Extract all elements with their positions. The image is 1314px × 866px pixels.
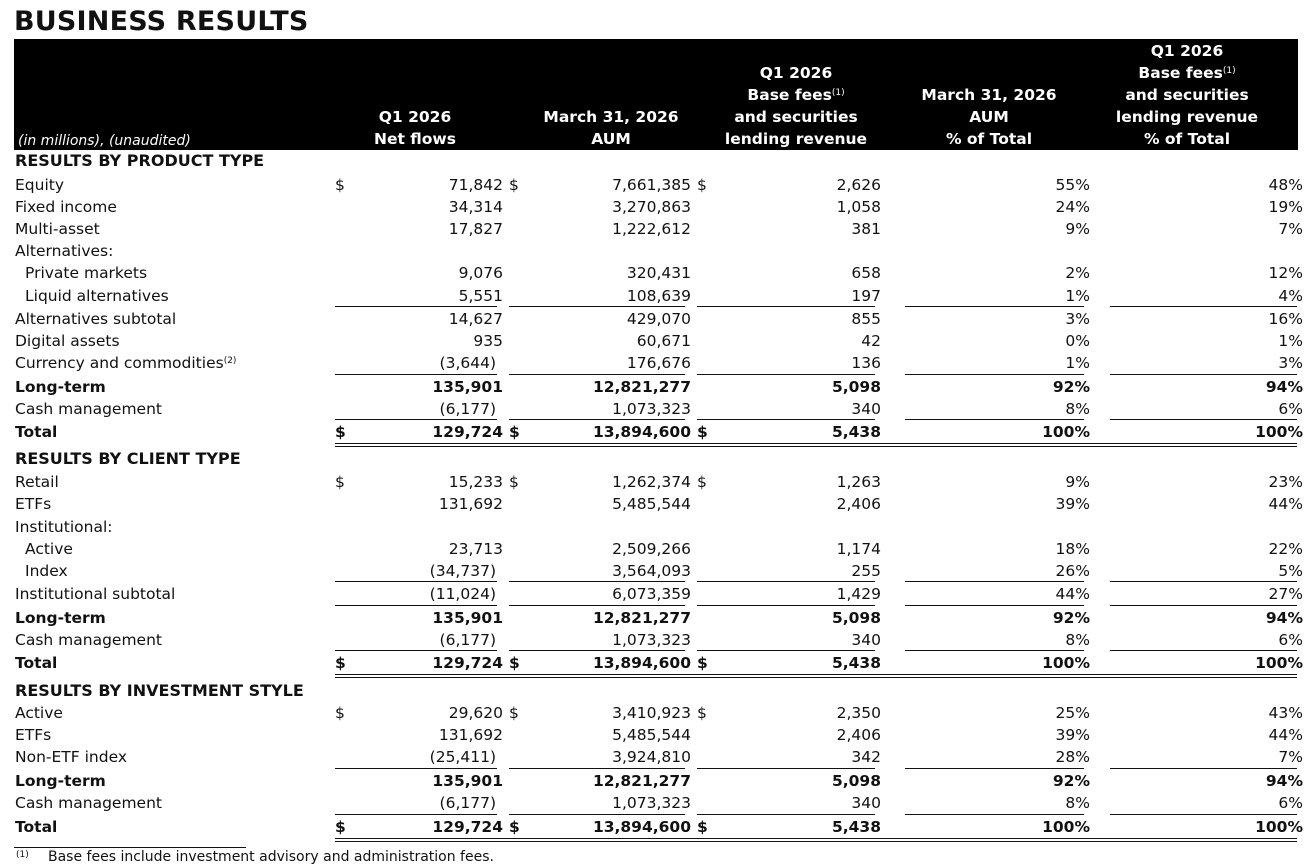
currency-symbol: $: [697, 473, 707, 491]
net-flows-cell: 129,724: [432, 654, 503, 672]
single-rule: [335, 650, 497, 651]
page-title: BUSINESS RESULTS: [14, 6, 309, 37]
table-row: [0, 583, 1314, 605]
base-fees-cell: 2,626: [836, 176, 881, 194]
aum-pct-cell: 9%: [1065, 220, 1090, 238]
fees-pct-cell: 4%: [1278, 287, 1303, 305]
base-fees-cell: 136: [851, 354, 881, 372]
net-flows-cell: 23,713: [448, 540, 503, 558]
column-header-2: March 31, 2026 AUM: [543, 108, 679, 148]
aum-pct-cell: 100%: [1042, 654, 1090, 672]
aum-pct-cell: 24%: [1055, 198, 1090, 216]
single-rule: [697, 419, 875, 420]
aum-pct-cell: 100%: [1042, 818, 1090, 836]
single-rule: [905, 814, 1084, 815]
row-label: Private markets: [25, 264, 148, 282]
table-row: [0, 770, 1314, 792]
row-label: Institutional:: [15, 518, 113, 536]
base-fees-cell: 340: [851, 794, 881, 812]
aum-pct-cell: 8%: [1065, 400, 1090, 418]
row-label: Total: [15, 818, 58, 836]
row-label: Institutional subtotal: [15, 585, 176, 603]
aum-cell: 12,821,277: [592, 378, 691, 396]
aum-pct-cell: 26%: [1055, 562, 1090, 580]
single-rule: [509, 605, 685, 606]
fees-pct-cell: 7%: [1278, 220, 1303, 238]
base-fees-cell: 5,438: [831, 423, 881, 441]
net-flows-cell: 29,620: [448, 704, 503, 722]
net-flows-cell: 71,842: [448, 176, 503, 194]
table-row: [0, 174, 1314, 196]
base-fees-cell: 5,438: [831, 654, 881, 672]
aum-cell: 3,924,810: [612, 748, 691, 766]
fees-pct-cell: 100%: [1255, 654, 1303, 672]
net-flows-cell: 34,314: [448, 198, 503, 216]
currency-symbol: $: [335, 473, 345, 491]
table-row: [0, 538, 1314, 560]
fees-pct-cell: 23%: [1268, 473, 1303, 491]
footnote-text: Base fees include investment advisory and administration fees.: [48, 849, 494, 865]
section-header: [0, 680, 1314, 702]
aum-cell: 3,410,923: [612, 704, 691, 722]
table-row: [0, 607, 1314, 629]
single-rule: [335, 605, 497, 606]
aum-cell: 429,070: [626, 310, 691, 328]
row-label: Long-term: [15, 378, 106, 396]
base-fees-cell: 2,406: [836, 495, 881, 513]
currency-symbol: $: [509, 654, 520, 672]
aum-cell: 3,564,093: [612, 562, 691, 580]
aum-cell: 1,073,323: [612, 400, 691, 418]
base-fees-cell: 197: [851, 287, 881, 305]
table-row: [0, 652, 1314, 674]
aum-cell: 7,661,385: [612, 176, 691, 194]
single-rule: [905, 374, 1084, 375]
table-row: [0, 493, 1314, 515]
fees-pct-cell: 16%: [1268, 310, 1303, 328]
aum-pct-cell: 18%: [1055, 540, 1090, 558]
row-label: Active: [15, 704, 63, 722]
column-header-4: March 31, 2026 AUM % of Total: [921, 86, 1057, 148]
fees-pct-cell: 44%: [1268, 495, 1303, 513]
single-rule: [509, 814, 685, 815]
row-label: Currency and commodities$^{(2)}$: [15, 354, 237, 372]
table-row: [0, 262, 1314, 284]
aum-pct-cell: 100%: [1042, 423, 1090, 441]
aum-pct-cell: 1%: [1065, 287, 1090, 305]
single-rule: [905, 581, 1084, 582]
row-label: Fixed income: [15, 198, 117, 216]
fees-pct-cell: 100%: [1255, 423, 1303, 441]
single-rule: [1110, 306, 1297, 307]
aum-cell: 2,509,266: [612, 540, 691, 558]
row-label: Cash management: [15, 631, 162, 649]
single-rule: [1110, 650, 1297, 651]
net-flows-cell: 131,692: [438, 726, 503, 744]
table-row: [0, 629, 1314, 651]
aum-cell: 6,073,359: [612, 585, 691, 603]
base-fees-cell: 340: [851, 631, 881, 649]
row-label: Equity: [15, 176, 65, 194]
row-label: RESULTS BY INVESTMENT STYLE: [15, 681, 304, 700]
single-rule: [509, 581, 685, 582]
fees-pct-cell: 1%: [1278, 332, 1303, 350]
single-rule: [1110, 605, 1297, 606]
net-flows-cell: (11,024): [429, 585, 496, 603]
base-fees-cell: 1,058: [836, 198, 881, 216]
row-label: Multi-asset: [15, 220, 100, 238]
single-rule: [697, 605, 875, 606]
aum-pct-cell: 39%: [1055, 726, 1090, 744]
table-header: [14, 39, 1298, 150]
section-header: [0, 150, 1314, 172]
row-label: Total: [15, 654, 58, 672]
net-flows-cell: 131,692: [438, 495, 503, 513]
single-rule: [697, 306, 875, 307]
net-flows-cell: 5,551: [458, 287, 503, 305]
currency-symbol: $: [509, 818, 520, 836]
currency-symbol: $: [697, 818, 708, 836]
currency-symbol: $: [509, 423, 520, 441]
net-flows-cell: (6,177): [439, 794, 496, 812]
table-row: [0, 240, 1314, 262]
aum-cell: 1,262,374: [612, 473, 691, 491]
net-flows-cell: 135,901: [432, 772, 503, 790]
base-fees-cell: 342: [851, 748, 881, 766]
aum-cell: 320,431: [626, 264, 691, 282]
double-rule: [335, 674, 1297, 678]
row-label: RESULTS BY CLIENT TYPE: [15, 449, 241, 468]
currency-symbol: $: [697, 654, 708, 672]
row-label: Alternatives subtotal: [15, 310, 177, 328]
currency-symbol: $: [335, 818, 346, 836]
double-rule: [335, 443, 1297, 447]
aum-pct-cell: 39%: [1055, 495, 1090, 513]
currency-symbol: $: [697, 423, 708, 441]
single-rule: [509, 374, 685, 375]
row-label: RESULTS BY PRODUCT TYPE: [15, 151, 265, 170]
currency-symbol: $: [335, 704, 345, 722]
row-label: Index: [25, 562, 68, 580]
single-rule: [335, 419, 497, 420]
aum-pct-cell: 9%: [1065, 473, 1090, 491]
column-header-5: Q1 2026 Base fees$^{(1)}$ and securities lending revenue % of Total: [1115, 42, 1259, 148]
units-note: (in millions), (unaudited): [18, 133, 191, 149]
single-rule: [697, 581, 875, 582]
fees-pct-cell: 22%: [1268, 540, 1303, 558]
aum-cell: 60,671: [636, 332, 691, 350]
base-fees-cell: 2,406: [836, 726, 881, 744]
single-rule: [905, 605, 1084, 606]
currency-symbol: $: [509, 176, 519, 194]
net-flows-cell: (6,177): [439, 631, 496, 649]
fees-pct-cell: 6%: [1278, 794, 1303, 812]
row-label: Liquid alternatives: [25, 287, 169, 305]
aum-cell: 13,894,600: [592, 423, 691, 441]
fees-pct-cell: 6%: [1278, 400, 1303, 418]
net-flows-cell: 935: [473, 332, 503, 350]
footnote-divider: [14, 847, 246, 848]
single-rule: [509, 768, 685, 769]
row-label: Long-term: [15, 609, 106, 627]
base-fees-cell: 2,350: [836, 704, 881, 722]
fees-pct-cell: 44%: [1268, 726, 1303, 744]
table-row: [0, 218, 1314, 240]
row-label: ETFs: [15, 726, 52, 744]
aum-pct-cell: 44%: [1055, 585, 1090, 603]
aum-pct-cell: 55%: [1055, 176, 1090, 194]
net-flows-cell: (25,411): [429, 748, 496, 766]
single-rule: [697, 814, 875, 815]
base-fees-cell: 658: [851, 264, 881, 282]
double-rule: [335, 838, 1297, 842]
base-fees-cell: 855: [851, 310, 881, 328]
table-row: [0, 196, 1314, 218]
base-fees-cell: 5,098: [831, 609, 881, 627]
fees-pct-cell: 3%: [1278, 354, 1303, 372]
aum-cell: 1,073,323: [612, 794, 691, 812]
table-row: [0, 330, 1314, 352]
fees-pct-cell: 43%: [1268, 704, 1303, 722]
table-row: [0, 376, 1314, 398]
fees-pct-cell: 19%: [1268, 198, 1303, 216]
fees-pct-cell: 94%: [1265, 378, 1303, 396]
table-row: [0, 702, 1314, 724]
row-label: Active: [25, 540, 73, 558]
section-header: [0, 448, 1314, 470]
single-rule: [905, 768, 1084, 769]
column-header-1: Q1 2026 Net flows: [374, 108, 456, 148]
table-row: [0, 816, 1314, 838]
single-rule: [1110, 768, 1297, 769]
aum-cell: 12,821,277: [592, 609, 691, 627]
currency-symbol: $: [509, 704, 519, 722]
aum-cell: 1,073,323: [612, 631, 691, 649]
table-row: [0, 792, 1314, 814]
row-label: Alternatives:: [15, 242, 114, 260]
fees-pct-cell: 7%: [1278, 748, 1303, 766]
base-fees-cell: 1,263: [836, 473, 881, 491]
net-flows-cell: 15,233: [448, 473, 503, 491]
aum-cell: 176,676: [626, 354, 691, 372]
single-rule: [335, 768, 497, 769]
fees-pct-cell: 5%: [1278, 562, 1303, 580]
single-rule: [509, 419, 685, 420]
net-flows-cell: 135,901: [432, 609, 503, 627]
row-label: ETFs: [15, 495, 52, 513]
table-row: [0, 352, 1314, 374]
base-fees-cell: 5,098: [831, 378, 881, 396]
net-flows-cell: 9,076: [458, 264, 503, 282]
single-rule: [335, 814, 497, 815]
net-flows-cell: (6,177): [439, 400, 496, 418]
single-rule: [905, 650, 1084, 651]
aum-cell: 12,821,277: [592, 772, 691, 790]
fees-pct-cell: 27%: [1268, 585, 1303, 603]
currency-symbol: $: [335, 654, 346, 672]
net-flows-cell: 17,827: [448, 220, 503, 238]
aum-pct-cell: 1%: [1065, 354, 1090, 372]
net-flows-cell: 135,901: [432, 378, 503, 396]
aum-cell: 108,639: [626, 287, 691, 305]
aum-cell: 5,485,544: [612, 726, 691, 744]
fees-pct-cell: 48%: [1268, 176, 1303, 194]
aum-pct-cell: 28%: [1055, 748, 1090, 766]
table-row: [0, 724, 1314, 746]
fees-pct-cell: 12%: [1268, 264, 1303, 282]
base-fees-cell: 1,174: [836, 540, 881, 558]
currency-symbol: $: [335, 423, 346, 441]
base-fees-cell: 340: [851, 400, 881, 418]
aum-pct-cell: 3%: [1065, 310, 1090, 328]
row-label: Long-term: [15, 772, 106, 790]
row-label: Digital assets: [15, 332, 120, 350]
single-rule: [335, 306, 497, 307]
fees-pct-cell: 6%: [1278, 631, 1303, 649]
single-rule: [1110, 581, 1297, 582]
table-row: [0, 308, 1314, 330]
single-rule: [697, 650, 875, 651]
aum-pct-cell: 25%: [1055, 704, 1090, 722]
single-rule: [509, 306, 685, 307]
base-fees-cell: 5,098: [831, 772, 881, 790]
single-rule: [1110, 814, 1297, 815]
aum-pct-cell: 92%: [1052, 609, 1090, 627]
aum-pct-cell: 92%: [1052, 772, 1090, 790]
row-label: Cash management: [15, 400, 162, 418]
aum-cell: 1,222,612: [612, 220, 691, 238]
table-row: [0, 560, 1314, 582]
aum-pct-cell: 2%: [1065, 264, 1090, 282]
aum-pct-cell: 8%: [1065, 794, 1090, 812]
aum-cell: 3,270,863: [612, 198, 691, 216]
base-fees-cell: 381: [851, 220, 881, 238]
fees-pct-cell: 94%: [1265, 772, 1303, 790]
net-flows-cell: 129,724: [432, 423, 503, 441]
aum-cell: 5,485,544: [612, 495, 691, 513]
fees-pct-cell: 100%: [1255, 818, 1303, 836]
single-rule: [697, 768, 875, 769]
fees-pct-cell: 94%: [1265, 609, 1303, 627]
table-row: [0, 516, 1314, 538]
base-fees-cell: 42: [861, 332, 881, 350]
table-row: [0, 421, 1314, 443]
currency-symbol: $: [697, 704, 707, 722]
net-flows-cell: 129,724: [432, 818, 503, 836]
aum-pct-cell: 8%: [1065, 631, 1090, 649]
column-header-3: Q1 2026 Base fees$^{(1)}$ and securities lending revenue: [724, 64, 868, 148]
single-rule: [335, 581, 497, 582]
row-label: Retail: [15, 473, 59, 491]
single-rule: [509, 650, 685, 651]
single-rule: [1110, 374, 1297, 375]
single-rule: [335, 374, 497, 375]
single-rule: [905, 306, 1084, 307]
net-flows-cell: (3,644): [439, 354, 496, 372]
row-label: Total: [15, 423, 58, 441]
net-flows-cell: (34,737): [429, 562, 496, 580]
aum-cell: 13,894,600: [592, 818, 691, 836]
table-row: [0, 285, 1314, 307]
base-fees-cell: 5,438: [831, 818, 881, 836]
currency-symbol: $: [697, 176, 707, 194]
currency-symbol: $: [509, 473, 519, 491]
footnote-marker: (1): [16, 850, 29, 860]
aum-cell: 13,894,600: [592, 654, 691, 672]
single-rule: [905, 419, 1084, 420]
table-row: [0, 746, 1314, 768]
aum-pct-cell: 92%: [1052, 378, 1090, 396]
net-flows-cell: 14,627: [448, 310, 503, 328]
single-rule: [697, 374, 875, 375]
table-row: [0, 471, 1314, 493]
currency-symbol: $: [335, 176, 345, 194]
single-rule: [1110, 419, 1297, 420]
row-label: Cash management: [15, 794, 162, 812]
base-fees-cell: 1,429: [836, 585, 881, 603]
base-fees-cell: 255: [851, 562, 881, 580]
row-label: Non-ETF index: [15, 748, 128, 766]
table-row: [0, 398, 1314, 420]
aum-pct-cell: 0%: [1065, 332, 1090, 350]
